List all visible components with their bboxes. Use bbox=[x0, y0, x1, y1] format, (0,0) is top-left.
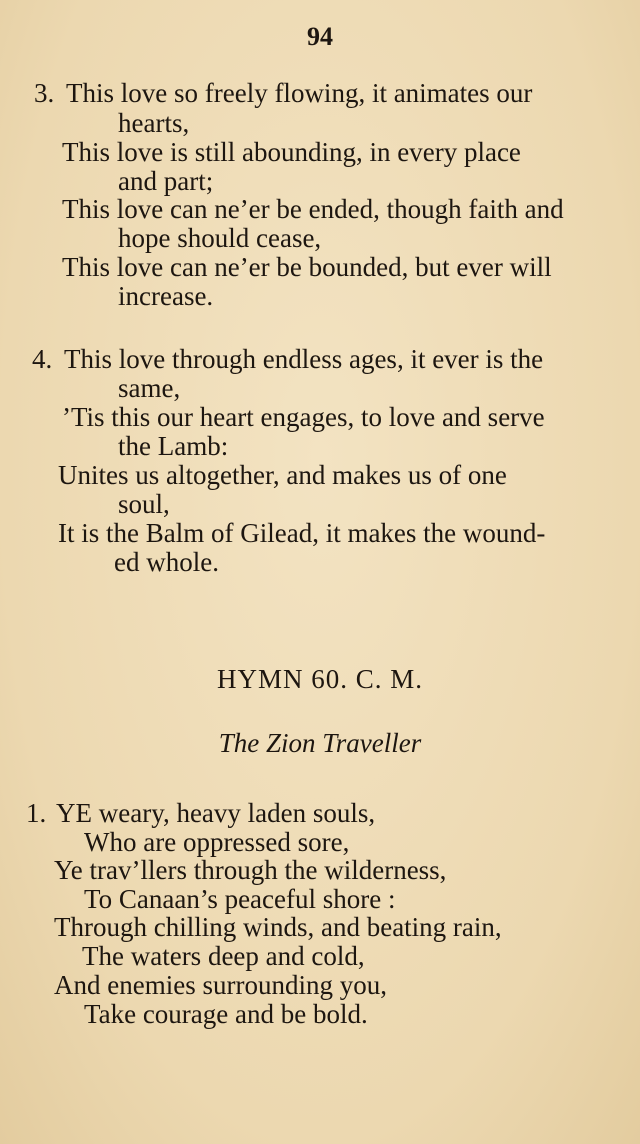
verse-line: Ye trav’llers through the wilderness, bbox=[54, 855, 447, 885]
hymn-subtitle: The Zion Traveller bbox=[218, 728, 422, 758]
verse-line: The waters deep and cold, bbox=[82, 941, 365, 971]
stanza-number: 3. bbox=[34, 78, 55, 108]
verse-line: And enemies surrounding you, bbox=[54, 970, 387, 1000]
verse-line: soul, bbox=[118, 489, 170, 519]
page-number: 94 bbox=[307, 22, 333, 51]
verse-line: Take courage and be bold. bbox=[84, 999, 368, 1029]
verse-line: Unites us altogether, and makes us of one bbox=[58, 460, 507, 490]
verse-line: This love can ne’er be ended, though faith and bbox=[62, 194, 564, 224]
verse-line: the Lamb: bbox=[118, 431, 229, 461]
verse-line: hope should cease, bbox=[118, 223, 322, 253]
verse-line: increase. bbox=[118, 281, 214, 311]
verse-line: This love is still abounding, in every place bbox=[62, 137, 521, 167]
verse-line: This love through endless ages, it ever is the bbox=[64, 344, 544, 374]
verse-line: same, bbox=[118, 373, 181, 403]
verse-line: and part; bbox=[118, 166, 214, 196]
verse-line: Who are oppressed sore, bbox=[84, 827, 350, 857]
verse-line: This love so freely flowing, it animates our bbox=[66, 78, 533, 108]
verse-line: This love can ne’er be bounded, but ever will bbox=[62, 252, 552, 282]
verse-line: It is the Balm of Gilead, it makes the wound- bbox=[58, 518, 546, 548]
stanza-number: 4. bbox=[32, 344, 53, 374]
verse-line: Through chilling winds, and beating rain, bbox=[54, 912, 502, 942]
verse-line: ’Tis this our heart engages, to love and serve bbox=[62, 402, 545, 432]
verse-line: YE weary, heavy laden souls, bbox=[56, 798, 376, 828]
hymn-title: HYMN 60. C. M. bbox=[216, 664, 424, 694]
verse-line: ed whole. bbox=[114, 547, 219, 577]
verse-line: To Canaan’s peaceful shore : bbox=[84, 884, 396, 914]
stanza-number: 1. bbox=[26, 798, 47, 828]
verse-line: hearts, bbox=[118, 108, 190, 138]
